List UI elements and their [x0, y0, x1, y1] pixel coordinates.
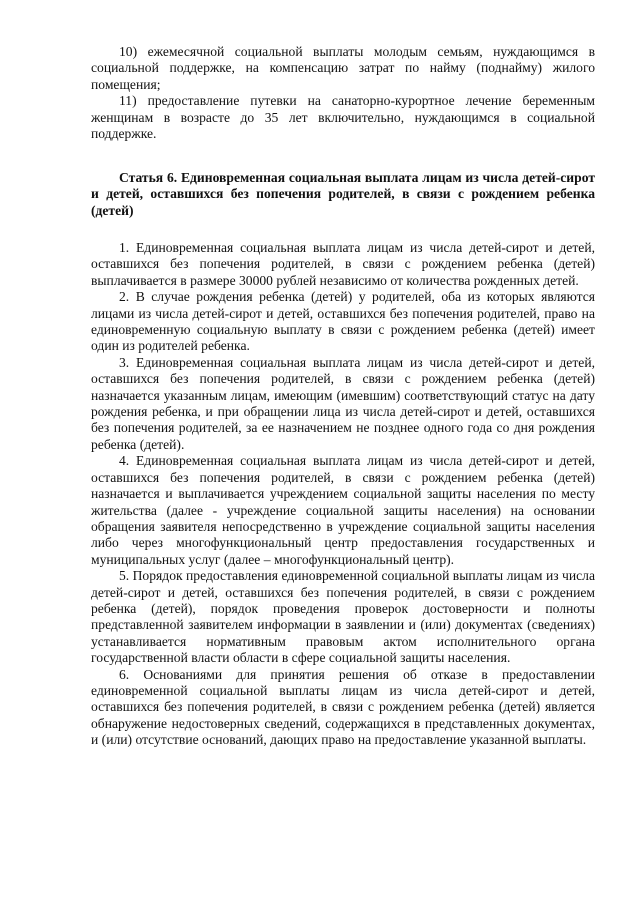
list-continuation [91, 44, 595, 142]
paragraph-5: 5. Порядок предоставления единовременной социальной выплаты лицам из числа детей-сирот и детей, оставшихся без попечения родителей, в связи с рождением ребенка (детей), порядок проведения проверок достоверности и полноты представленной заявителем информации в заявлении и (или) документах (сведениях) устанавливается нормативным правовым актом исполнительного органа государственной власти области в сфере социальной защиты населения. [91, 568, 595, 666]
article-body [91, 240, 595, 749]
paragraph-6: 6. Основаниями для принятия решения об отказе в предоставлении единовременной социальной выплаты лицам из числа детей-сирот и детей, оставшихся без попечения родителей, в связи с рождением ребенка (детей) является обнаружение недостоверных сведений, содержащихся в представленных документах, и (или) отсутствие оснований, дающих право на предоставление указанной выплаты. [91, 666, 595, 748]
paragraph-3: 3. Единовременная социальная выплата лицам из числа детей-сирот и детей, оставшихся без попечения родителей, в связи с рождением ребенка (детей) назначается указанным лицам, имеющим (имевшим) соответствующий статус на дату рождения ребенка, и при обращении лица из числа детей-сирот и детей, оставшихся без попечения родителей, за ее назначением не позднее одного года со дня рождения ребенка (детей). [91, 354, 595, 452]
article-heading-block [91, 170, 595, 219]
paragraph-2: 2. В случае рождения ребенка (детей) у родителей, оба из которых являются лицами из числа детей-сирот и детей, оставшихся без попечения родителей, право на единовременную социальную выплату в связи с рождением ребенка (детей) имеет один из родителей ребенка. [91, 289, 595, 354]
paragraph-1: 1. Единовременная социальная выплата лицам из числа детей-сирот и детей, оставшихся без попечения родителей, в связи с рождением ребенка (детей) выплачивается в размере 30000 рублей независимо от количества рожденных детей. [91, 240, 595, 288]
article-heading: Статья 6. Единовременная социальная выплата лицам из числа детей-сирот и детей, оставшихся без попечения родителей, в связи с рождением ребенка (детей) [91, 170, 595, 218]
list-item-10: 10) ежемесячной социальной выплаты молодым семьям, нуждающимся в социальной поддержке, на компенсацию затрат по найму (поднайму) жилого помещения; [91, 44, 595, 92]
paragraph-4: 4. Единовременная социальная выплата лицам из числа детей-сирот и детей, оставшихся без попечения родителей, в связи с рождением ребенка (детей) назначается и выплачивается учреждением социальной защиты населения по месту жительства (далее - учреждение социальной защиты населения) на основании обращения заявителя непосредственно в учреждение социальной защиты населения либо через многофункциональный центр предоставления государственных и муниципальных услуг (далее – многофункциональный центр). [91, 453, 595, 567]
list-item-11: 11) предоставление путевки на санаторно-курортное лечение беременным женщинам в возрасте до 35 лет включительно, нуждающимся в социальной поддержке. [91, 93, 595, 142]
